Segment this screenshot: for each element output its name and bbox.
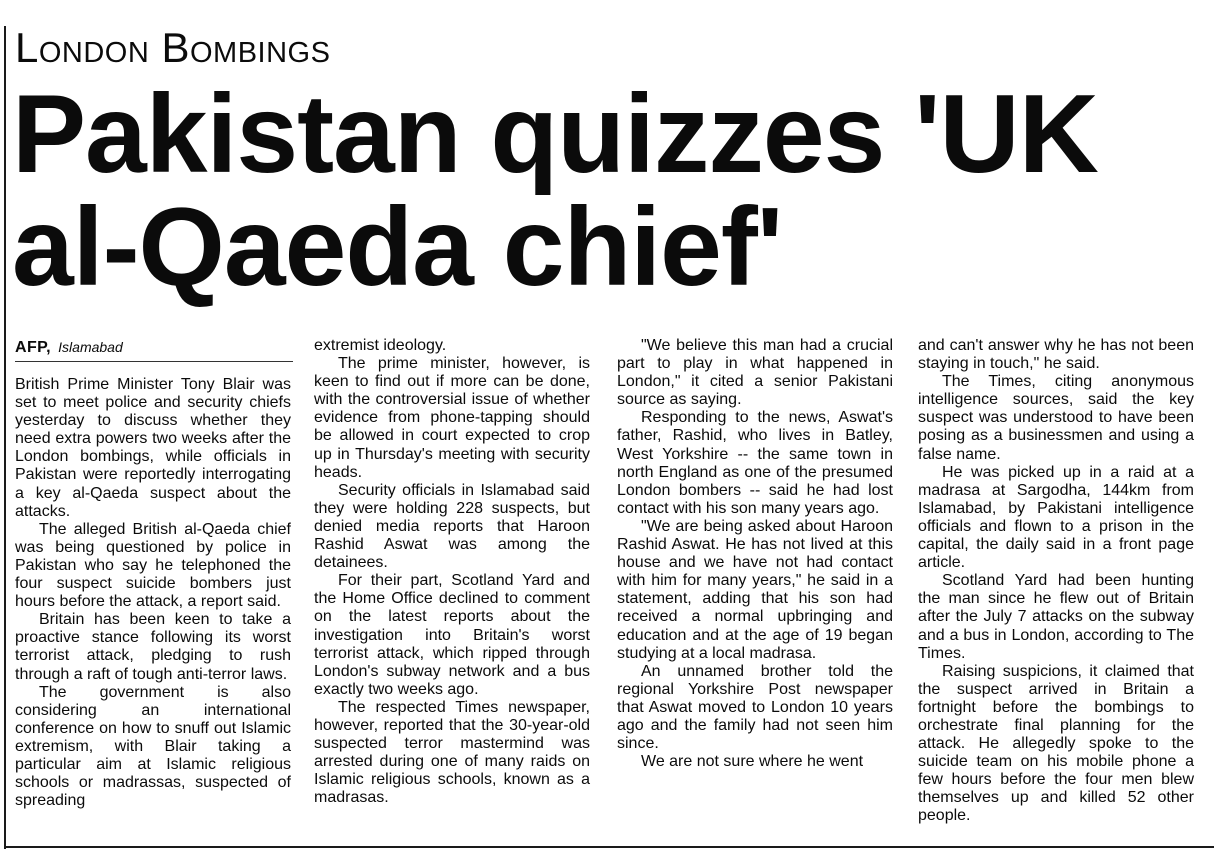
paragraph: The alleged British al-Qaeda chief was being questioned by police in Pakistan who say he telephoned the four suspect suicide bombers just hours before the attack, a report said. (15, 520, 291, 611)
paragraph: Scotland Yard had been hunting the man since he flew out of Britain after the July 7 attacks on the subway and a bus in London, according to The Times. (918, 572, 1194, 662)
bottom-rule (4, 846, 1214, 848)
paragraph: and can't answer why he has not been staying in touch," he said. (918, 337, 1194, 373)
paragraph: The prime minister, however, is keen to find out if more can be done, with the controversial issue of whether evidence from phone-tapping should be allowed in court expected to crop up in Thursday's meeting with security heads. (314, 355, 590, 481)
byline-agency: AFP, (15, 339, 51, 356)
byline (15, 337, 293, 362)
paragraph: extremist ideology. (314, 337, 447, 354)
paragraph: The respected Times newspaper, however, reported that the 30-year-old suspected terror mastermind was arrested during one of many raids on Islamic religious schools, known as a madrasas. (314, 698, 590, 807)
paragraph: Raising suspicions, it claimed that the suspect arrived in Britain a fortnight before the bombings to orchestrate final planning for the attack. He allegedly spoke to the suicide team on his mobile phone a few hours before the four men blew themselves up and killed 52 other people. (918, 662, 1194, 825)
paragraph: We are not sure where he went (641, 753, 864, 771)
paragraph: Britain has been keen to take a proactive stance following its worst terrorist attack, pledging to rush through a raft of tough anti-terror laws. (15, 611, 291, 683)
article-column-4 (918, 337, 1194, 826)
paragraph: The Times, citing anonymous intelligence sources, said the key suspect was understood to have been posing as a businessmen and using a false name. (918, 373, 1194, 463)
byline-dateline: Islamabad (58, 339, 123, 355)
paragraph: An unnamed brother told the regional Yorkshire Post newspaper that Aswat moved to London 10 years ago and the family had not seen him since. (617, 662, 893, 753)
paragraph: The government is also considering an international conference on how to snuff out Islamic extremism, with Blair taking a particular aim at Islamic religious schools or madrassas, suspected of spreading (15, 683, 291, 810)
article-column-3 (617, 337, 893, 826)
paragraph: "We believe this man had a crucial part to play in what happened in London," it cited a senior Pakistani source as saying. (617, 337, 893, 409)
paragraph: Responding to the news, Aswat's father, Rashid, who lives in Batley, West Yorkshire -- the same town in north England as one of the presumed London bombers -- said he had lost contact with his son many years ago. (617, 409, 893, 517)
paragraph: For their part, Scotland Yard and the Home Office declined to comment on the latest reports about the investigation into Britain's worst terrorist attack, which ripped through London's subway network and a bus exactly two weeks ago. (314, 572, 590, 698)
paragraph: "We are being asked about Haroon Rashid Aswat. He has not lived at this house and we have not had contact with him for many years," he said in a statement, adding that his son had received a normal upbringing and education and at the age of 19 began studying at a local madrasa. (617, 517, 893, 662)
left-column-rule (4, 26, 6, 849)
headline: Pakistan quizzes 'UK al-Qaeda chief' (12, 72, 1098, 309)
paragraph: Security officials in Islamabad said they were holding 228 suspects, but denied media reports that Haroon Rashid Aswat was among the detainees. (314, 481, 590, 572)
paragraph: British Prime Minister Tony Blair was set to meet police and security chiefs yesterday to discuss whether they need extra powers two weeks after the London bombings, while officials in Pakistan were reportedly interrogating a key al-Qaeda suspect about the attacks. (15, 376, 291, 520)
paragraph: He was picked up in a raid at a madrasa at Sargodha, 144km from Islamabad, by Pakistani intelligence officials and flown to a prison in the capital, the daily said in a front page article. (918, 463, 1194, 572)
article-column-1 (15, 376, 291, 826)
section-kicker: London Bombings (15, 24, 331, 71)
article-column-2 (314, 337, 590, 826)
